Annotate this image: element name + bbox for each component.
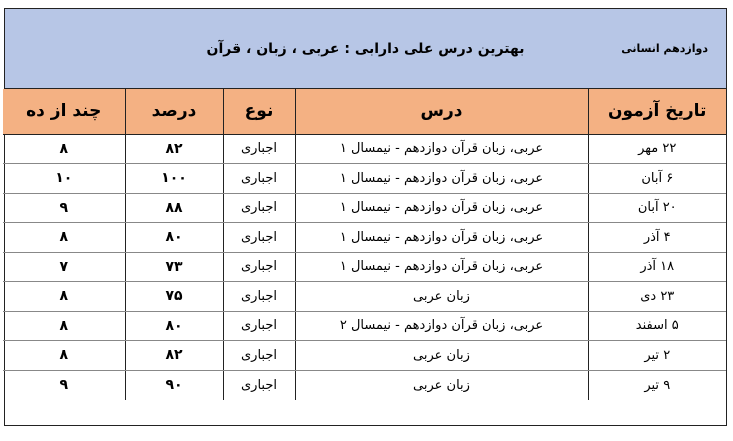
table-row: [3, 311, 726, 341]
exam-date-cell: ۲ تیر: [588, 341, 726, 371]
table-row: [3, 164, 726, 194]
type-cell: اجباری: [223, 311, 295, 341]
type-cell: اجباری: [223, 341, 295, 371]
score-cell: ۸: [3, 134, 125, 164]
score-cell: ۹: [59, 377, 69, 393]
percent-cell: ۸۲: [125, 341, 223, 371]
course-cell: عربی، زبان قرآن دوازدهم - نیمسال ۱: [295, 134, 588, 164]
percent-cell: ۷۵: [125, 282, 223, 312]
table-row: [3, 282, 726, 312]
exam-date-cell: ۱۸ آذر: [588, 252, 726, 282]
table-row: [3, 223, 726, 253]
score-cell: ۸: [3, 311, 125, 341]
exam-date-cell: ۶ آبان: [588, 164, 726, 194]
column-header-course: درس: [295, 89, 588, 134]
score-cell: ۸: [3, 341, 125, 371]
percent-cell: ۸۸: [125, 193, 223, 223]
type-cell: اجباری: [223, 252, 295, 282]
score-cell: ۸: [3, 223, 125, 253]
percent-cell: ۹۰: [125, 370, 223, 400]
column-header-type: نوع: [223, 89, 295, 134]
course-cell: زبان عربی: [295, 282, 588, 312]
header-row: [3, 89, 726, 134]
course-cell: عربی، زبان قرآن دوازدهم - نیمسال ۱: [295, 252, 588, 282]
course-cell: زبان عربی: [295, 341, 588, 371]
column-header-percent: درصد: [125, 89, 223, 134]
percent-cell: ۱۰۰: [125, 164, 223, 194]
grade-label: دوازدهم انسانی: [621, 42, 708, 55]
score-sheet: [4, 8, 727, 426]
type-cell: اجباری: [223, 164, 295, 194]
exam-date-cell: ۹ تیر: [588, 370, 726, 400]
title-banner: [5, 9, 726, 89]
score-cell: ۷: [3, 252, 125, 282]
exam-date-cell: ۲۲ مهر: [588, 134, 726, 164]
type-cell: اجباری: [223, 134, 295, 164]
table-row: [3, 370, 726, 400]
score-cell: ۸: [3, 282, 125, 312]
percent-cell: ۸۰: [125, 311, 223, 341]
percent-cell: ۷۳: [125, 252, 223, 282]
course-cell: عربی، زبان قرآن دوازدهم - نیمسال ۱: [295, 223, 588, 253]
table-row: [3, 252, 726, 282]
exam-date-cell: ۲۰ آبان: [588, 193, 726, 223]
table-row: [3, 134, 726, 164]
column-header-score: چند از ده: [3, 89, 125, 134]
table-row: [3, 341, 726, 371]
type-cell: اجباری: [223, 223, 295, 253]
score-cell: ۹: [3, 193, 125, 223]
exam-date-cell: ۲۳ دی: [588, 282, 726, 312]
type-cell: اجباری: [223, 282, 295, 312]
course-cell: عربی، زبان قرآن دوازدهم - نیمسال ۲: [295, 311, 588, 341]
exam-date-cell: ۴ آذر: [588, 223, 726, 253]
type-cell: اجباری: [223, 193, 295, 223]
course-cell: عربی، زبان قرآن دوازدهم - نیمسال ۱: [295, 193, 588, 223]
exam-date-cell: ۵ اسفند: [588, 311, 726, 341]
score-cell: ۱۰: [3, 164, 125, 194]
course-cell: عربی، زبان قرآن دوازدهم - نیمسال ۱: [295, 164, 588, 194]
percent-cell: ۸۲: [125, 134, 223, 164]
page-title: بهترین درس علی دارابی : عربی ، زبان ، قرآن: [206, 40, 525, 57]
percent-cell: ۸۰: [125, 223, 223, 253]
table-row: [3, 193, 726, 223]
type-cell: اجباری: [223, 370, 295, 400]
results-table: [3, 89, 726, 400]
course-cell: زبان عربی: [295, 370, 588, 400]
column-header-date: تاریخ آزمون: [588, 89, 726, 134]
